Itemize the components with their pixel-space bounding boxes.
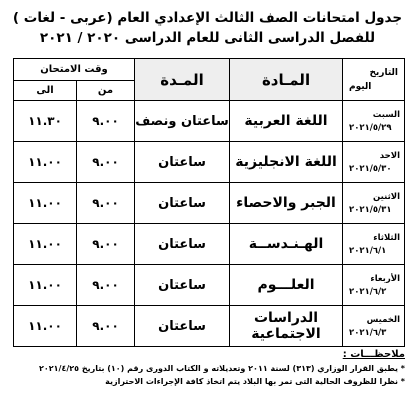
subject-cell: العلـــوم: [230, 265, 343, 306]
exam-date: ٢٠٢١/٦/٢: [349, 286, 387, 297]
subject-header: المـادة: [230, 59, 343, 101]
notes-section: [10, 349, 405, 386]
title-line-1: جدول امتحانات الصف الثالث الإعدادي العام (عربى - لغات ): [12, 10, 403, 26]
day-date-cell: [343, 142, 405, 183]
day-header: اليوم: [349, 81, 372, 92]
day-date-cell: [343, 265, 405, 306]
notes-title: ملاحظـــات :: [342, 349, 405, 360]
duration-header: المـدة: [135, 59, 230, 101]
table-row: [14, 306, 405, 347]
from-header: من: [77, 81, 135, 101]
exam-date: ٢٠٢١/٥/٢٩: [349, 122, 392, 133]
exam-date: ٢٠٢١/٥/٣١: [349, 204, 392, 215]
table-row: [14, 101, 405, 142]
exam-time-header: وقت الامتحان: [14, 59, 135, 81]
to-cell: ١١.٠٠: [14, 142, 77, 183]
date-day-header: [343, 59, 405, 101]
exam-schedule-table: [13, 58, 405, 347]
exam-date: ٢٠٢١/٦/١: [349, 245, 387, 256]
note-item: * يطبق القرار الوزاري (٣١٣) لسنة ٢٠١١ وتعديلاته و الكتاب الدورى رقم (١٠) بتاريخ ٢٠٢١/٤/٢٥: [39, 364, 405, 373]
duration-cell: ساعتان: [135, 142, 230, 183]
to-cell: ١١.٠٠: [14, 224, 77, 265]
day-date-cell: [343, 183, 405, 224]
to-cell: ١١.٠٠: [14, 265, 77, 306]
subject-cell: الدراسات الاجتماعية: [230, 306, 343, 347]
to-cell: ١١.٣٠: [14, 101, 77, 142]
day-date-cell: [343, 224, 405, 265]
from-cell: ٩.٠٠: [77, 224, 135, 265]
subject-cell: اللغة الانجليزية: [230, 142, 343, 183]
to-cell: ١١.٠٠: [14, 183, 77, 224]
day-date-cell: [343, 306, 405, 347]
table-row: [14, 224, 405, 265]
duration-cell: ساعتان: [135, 183, 230, 224]
day-name: السبت: [372, 109, 401, 120]
day-name: الاحد: [379, 150, 401, 161]
from-cell: ٩.٠٠: [77, 142, 135, 183]
note-item: * نظرا للظروف الحالية التى تمر بها البلاد يتم اتخاذ كافة الإجراءات الاحترازية: [105, 377, 405, 386]
date-header: التاريخ: [369, 67, 399, 78]
duration-cell: ساعتان: [135, 224, 230, 265]
from-cell: ٩.٠٠: [77, 101, 135, 142]
exam-date: ٢٠٢١/٥/٣٠: [349, 163, 392, 174]
title-line-2: للفصل الدراسى الثانى للعام الدراسى ٢٠٢٠ / ٢٠٢١: [39, 30, 376, 46]
subject-cell: اللغة العربية: [230, 101, 343, 142]
duration-cell: ساعتان: [135, 265, 230, 306]
day-name: الخميس: [366, 314, 401, 325]
duration-cell: ساعتان: [135, 306, 230, 347]
to-cell: ١١.٠٠: [14, 306, 77, 347]
from-cell: ٩.٠٠: [77, 306, 135, 347]
subject-cell: الهـنـدســة: [230, 224, 343, 265]
day-name: الاثنين: [372, 191, 401, 202]
day-date-cell: [343, 101, 405, 142]
table-row: [14, 142, 405, 183]
subject-cell: الجبر والاحصاء: [230, 183, 343, 224]
exam-date: ٢٠٢١/٦/٣: [349, 327, 387, 338]
from-cell: ٩.٠٠: [77, 265, 135, 306]
table-row: [14, 265, 405, 306]
from-cell: ٩.٠٠: [77, 183, 135, 224]
day-name: الثلاثاء: [373, 232, 401, 243]
day-name: الأربعاء: [370, 273, 401, 284]
table-row: [14, 183, 405, 224]
duration-cell: ساعتان ونصف: [135, 101, 230, 142]
to-header: الى: [14, 81, 77, 101]
